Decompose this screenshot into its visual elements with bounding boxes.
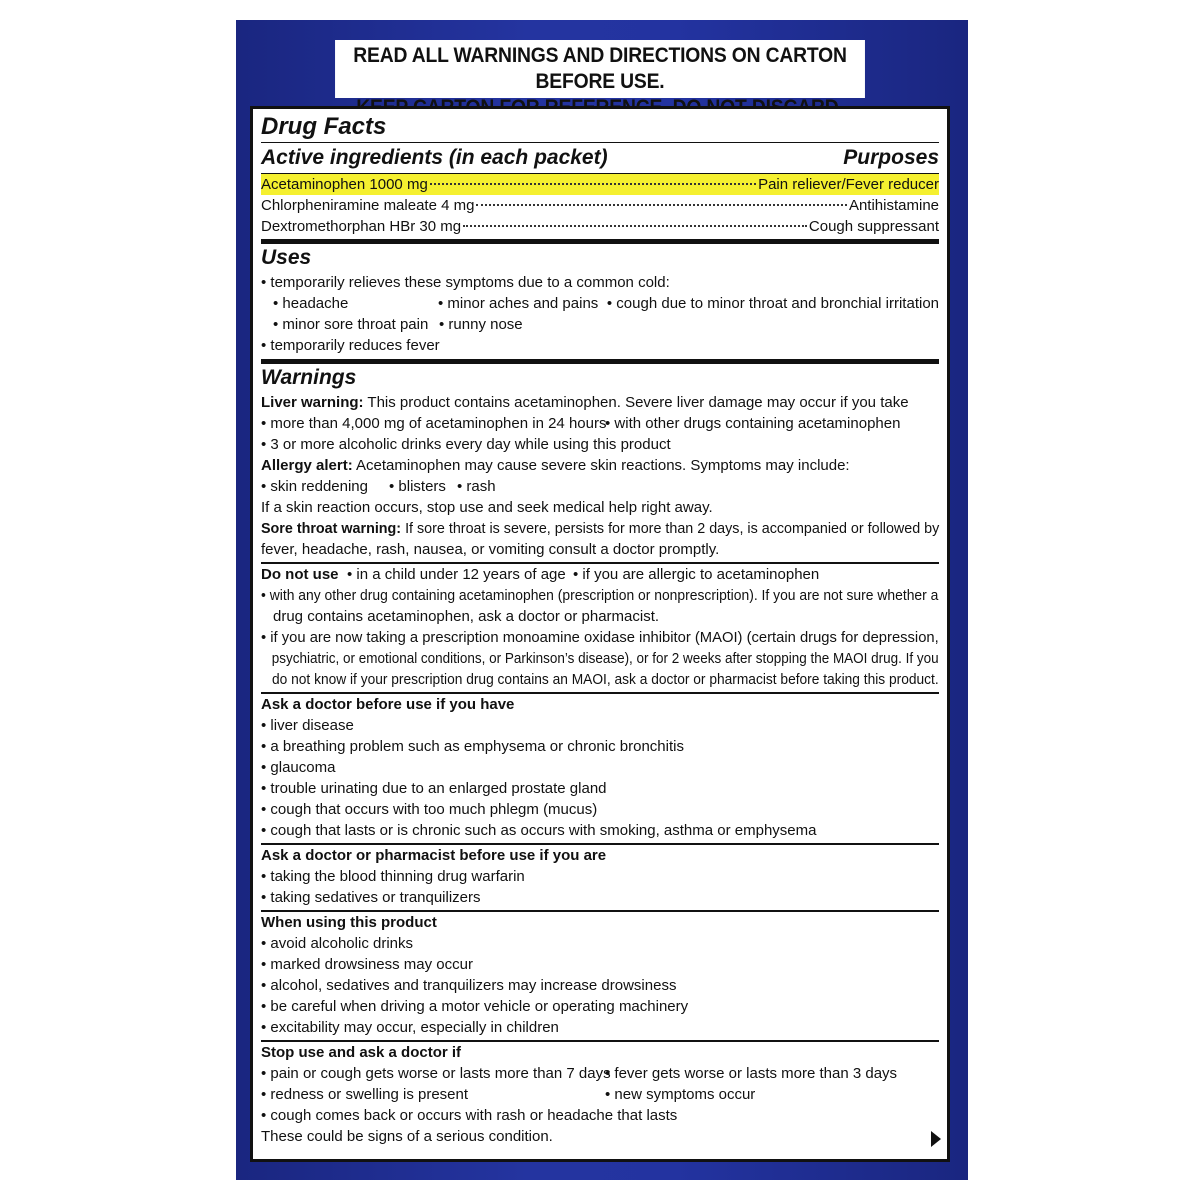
when-using-item: • avoid alcoholic drinks bbox=[261, 935, 413, 952]
liver-bullet: • more than 4,000 mg of acetaminophen in 24 hours bbox=[261, 415, 607, 432]
ingredient-name: Chlorpheniramine maleate 4 mg bbox=[261, 197, 475, 214]
active-ingredients-heading: Active ingredients (in each packet) bbox=[261, 146, 608, 169]
ask-doctor-item: • liver disease bbox=[261, 717, 354, 734]
allergy-symptom: • rash bbox=[457, 478, 496, 495]
stop-use-item: • redness or swelling is present bbox=[261, 1086, 469, 1103]
uses-item: • minor sore throat pain bbox=[273, 316, 429, 333]
stop-use-note: These could be signs of a serious condition. bbox=[261, 1128, 553, 1145]
sore-throat-warning bbox=[261, 518, 940, 539]
sore-throat-text-2: fever, headache, rash, nausea, or vomiting consult a doctor promptly. bbox=[261, 541, 720, 558]
ask-pharmacist-item: • taking sedatives or tranquilizers bbox=[261, 889, 481, 906]
stop-use-item: • new symptoms occur bbox=[605, 1086, 756, 1103]
do-not-use-item-cont: drug contains acetaminophen, ask a doctor or pharmacist. bbox=[273, 608, 660, 625]
liver-warning-text: This product contains acetaminophen. Severe liver damage may occur if you take bbox=[363, 394, 909, 411]
do-not-use-item: • with any other drug containing acetaminophen (prescription or nonprescription). If you are not sure whether a bbox=[261, 587, 939, 604]
ingredient-name: Acetaminophen 1000 mg bbox=[261, 176, 428, 193]
dot-leader bbox=[430, 183, 756, 185]
allergy-alert-label: Allergy alert: bbox=[261, 457, 353, 474]
ask-doctor-item: • cough that lasts or is chronic such as occurs with smoking, asthma or emphysema bbox=[261, 822, 817, 839]
do-not-use-item-cont: do not know if your prescription drug contains an MAOI, ask a doctor or pharmacist before taking this product. bbox=[272, 671, 939, 688]
liver-bullet: • 3 or more alcoholic drinks every day while using this product bbox=[261, 436, 671, 453]
dot-leader bbox=[476, 204, 847, 206]
sore-throat-label: Sore throat warning: bbox=[261, 520, 402, 537]
ingredient-purpose: Antihistamine bbox=[848, 197, 939, 214]
uses-row bbox=[261, 293, 939, 314]
ingredient-purpose: Cough suppressant bbox=[808, 218, 939, 235]
uses-intro: • temporarily relieves these symptoms due to a common cold: bbox=[261, 274, 670, 291]
sore-throat-text: If sore throat is severe, persists for more than 2 days, is accompanied or followed by bbox=[401, 520, 940, 537]
when-using-item: • alcohol, sedatives and tranquilizers may increase drowsiness bbox=[261, 977, 677, 994]
do-not-use bbox=[261, 564, 939, 585]
ask-doctor-item: • cough that occurs with too much phlegm (mucus) bbox=[261, 801, 598, 818]
allergy-alert bbox=[261, 455, 939, 476]
stop-use-row bbox=[261, 1084, 939, 1105]
liver-warning-label: Liver warning: bbox=[261, 394, 364, 411]
purposes-heading: Purposes bbox=[843, 146, 939, 169]
ask-doctor-item: • trouble urinating due to an enlarged prostate gland bbox=[261, 780, 607, 797]
stop-use-item: • cough comes back or occurs with rash or headache that lasts bbox=[261, 1107, 678, 1124]
stop-use-item: • fever gets worse or lasts more than 3 days bbox=[605, 1065, 898, 1082]
active-ingredients-header bbox=[261, 143, 939, 173]
allergy-symptoms bbox=[261, 476, 939, 497]
when-using-item: • excitability may occur, especially in children bbox=[261, 1019, 559, 1036]
warnings-heading: Warnings bbox=[261, 366, 357, 389]
do-not-use-item-cont: psychiatric, or emotional conditions, or Parkinson’s disease), or for 2 weeks after stopping the MAOI drug. If you bbox=[271, 650, 939, 667]
allergy-symptom: • skin reddening bbox=[261, 478, 368, 495]
uses-item: • headache bbox=[273, 295, 349, 312]
stop-use-item: • pain or cough gets worse or lasts more than 7 days bbox=[261, 1065, 611, 1082]
arrow-right-icon bbox=[931, 1131, 941, 1147]
allergy-alert-text: Acetaminophen may cause severe skin reactions. Symptoms may include: bbox=[352, 457, 850, 474]
uses-item: • temporarily reduces fever bbox=[261, 337, 440, 354]
drug-facts-panel bbox=[250, 106, 950, 1162]
do-not-use-item: • if you are now taking a prescription monoamine oxidase inhibitor (MAOI) (certain drugs for depression, bbox=[261, 629, 939, 646]
dot-leader bbox=[463, 225, 807, 227]
when-using-heading: When using this product bbox=[261, 914, 437, 931]
do-not-use-item: • if you are allergic to acetaminophen bbox=[573, 566, 820, 583]
uses-item: • cough due to minor throat and bronchial irritation bbox=[606, 295, 939, 312]
uses-heading: Uses bbox=[261, 246, 312, 269]
uses-item: • runny nose bbox=[439, 316, 523, 333]
do-not-use-item: • in a child under 12 years of age bbox=[347, 566, 566, 583]
notice-line-1: READ ALL WARNINGS AND DIRECTIONS ON CARTON BEFORE USE. bbox=[353, 44, 847, 93]
stop-use-row bbox=[261, 1063, 939, 1084]
liver-bullet: • with other drugs containing acetaminophen bbox=[605, 415, 901, 432]
drug-facts-title: Drug Facts bbox=[261, 113, 387, 140]
ingredient-purpose: Pain reliever/Fever reducer bbox=[758, 176, 939, 193]
uses-item: • minor aches and pains bbox=[437, 295, 599, 312]
ingredient-row bbox=[261, 174, 939, 195]
when-using-item: • marked drowsiness may occur bbox=[261, 956, 473, 973]
allergy-after: If a skin reaction occurs, stop use and seek medical help right away. bbox=[261, 499, 713, 516]
ingredient-row bbox=[261, 216, 939, 237]
when-using-item: • be careful when driving a motor vehicle or operating machinery bbox=[261, 998, 689, 1015]
ask-pharmacist-item: • taking the blood thinning drug warfarin bbox=[261, 868, 525, 885]
ingredient-row bbox=[261, 195, 939, 216]
do-not-use-label: Do not use bbox=[261, 566, 339, 583]
ask-doctor-item: • a breathing problem such as emphysema or chronic bronchitis bbox=[261, 738, 684, 755]
ingredient-name: Dextromethorphan HBr 30 mg bbox=[261, 218, 462, 235]
stop-use-heading: Stop use and ask a doctor if bbox=[261, 1044, 462, 1061]
carton-notice bbox=[335, 40, 865, 98]
ask-doctor-item: • glaucoma bbox=[261, 759, 336, 776]
drug-facts-content bbox=[261, 112, 939, 1147]
ask-pharmacist-heading: Ask a doctor or pharmacist before use if you are bbox=[261, 847, 607, 864]
liver-warning bbox=[261, 392, 939, 413]
allergy-symptom: • blisters bbox=[389, 478, 446, 495]
liver-bullets bbox=[261, 413, 939, 434]
ask-doctor-heading: Ask a doctor before use if you have bbox=[261, 696, 515, 713]
uses-row bbox=[261, 314, 939, 335]
